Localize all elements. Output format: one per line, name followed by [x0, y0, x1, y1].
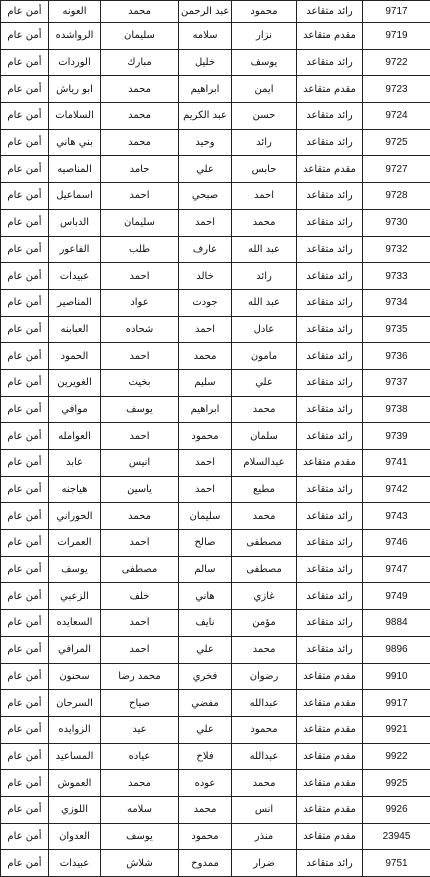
rank-cell[interactable]: رائد متقاعد [297, 850, 363, 877]
first-name-cell[interactable]: عبد الله [232, 236, 297, 263]
table-row[interactable] [1, 716, 430, 743]
rank-cell[interactable]: رائد متقاعد [297, 209, 363, 236]
father-name-cell[interactable]: عوده [179, 770, 232, 797]
first-name-cell[interactable]: عبدالله [232, 690, 297, 717]
family-name-cell[interactable]: السرحان [49, 690, 101, 717]
table-row[interactable] [1, 796, 430, 823]
rank-cell[interactable]: رائد متقاعد [297, 183, 363, 210]
department-cell[interactable]: أمن عام [1, 423, 49, 450]
record-number-cell[interactable]: 9719 [363, 23, 430, 50]
rank-cell[interactable]: رائد متقاعد [297, 129, 363, 156]
rank-cell[interactable]: رائد متقاعد [297, 610, 363, 637]
rank-cell[interactable]: رائد متقاعد [297, 49, 363, 76]
grandfather-name-cell[interactable]: محمد [101, 129, 179, 156]
table-row[interactable] [1, 76, 430, 103]
first-name-cell[interactable]: حسن [232, 103, 297, 130]
rank-cell[interactable]: مقدم متقاعد [297, 663, 363, 690]
rank-cell[interactable]: رائد متقاعد [297, 1, 363, 23]
department-cell[interactable]: أمن عام [1, 636, 49, 663]
rank-cell[interactable]: رائد متقاعد [297, 556, 363, 583]
table-row[interactable] [1, 129, 430, 156]
father-name-cell[interactable]: فلاح [179, 743, 232, 770]
first-name-cell[interactable]: رائد [232, 263, 297, 290]
department-cell[interactable]: أمن عام [1, 183, 49, 210]
record-number-cell[interactable]: 9910 [363, 663, 430, 690]
table-row[interactable] [1, 23, 430, 50]
rank-cell[interactable]: رائد متقاعد [297, 263, 363, 290]
first-name-cell[interactable]: محمد [232, 636, 297, 663]
department-cell[interactable]: أمن عام [1, 796, 49, 823]
grandfather-name-cell[interactable]: محمد رضا [101, 663, 179, 690]
record-number-cell[interactable]: 9734 [363, 289, 430, 316]
first-name-cell[interactable]: رائد [232, 129, 297, 156]
record-number-cell[interactable]: 9921 [363, 716, 430, 743]
first-name-cell[interactable]: احمد [232, 183, 297, 210]
rank-cell[interactable]: مقدم متقاعد [297, 716, 363, 743]
grandfather-name-cell[interactable]: احمد [101, 343, 179, 370]
grandfather-name-cell[interactable]: مبارك [101, 49, 179, 76]
table-body [1, 1, 430, 877]
father-name-cell[interactable]: سليمان [179, 503, 232, 530]
rank-cell[interactable]: مقدم متقاعد [297, 796, 363, 823]
department-cell[interactable]: أمن عام [1, 663, 49, 690]
first-name-cell[interactable]: منذر [232, 823, 297, 850]
first-name-cell[interactable]: محمد [232, 396, 297, 423]
record-number-cell[interactable]: 9730 [363, 209, 430, 236]
record-number-cell[interactable]: 23945 [363, 823, 430, 850]
rank-cell[interactable]: رائد متقاعد [297, 343, 363, 370]
first-name-cell[interactable]: مامون [232, 343, 297, 370]
father-name-cell[interactable]: خالد [179, 263, 232, 290]
table-row[interactable] [1, 396, 430, 423]
department-cell[interactable]: أمن عام [1, 1, 49, 23]
family-name-cell[interactable]: الحمود [49, 343, 101, 370]
grandfather-name-cell[interactable]: احمد [101, 263, 179, 290]
grandfather-name-cell[interactable]: عيد [101, 716, 179, 743]
department-cell[interactable]: أمن عام [1, 530, 49, 557]
family-name-cell[interactable]: الغويرين [49, 369, 101, 396]
department-cell[interactable]: أمن عام [1, 850, 49, 877]
first-name-cell[interactable]: محمود [232, 1, 297, 23]
table-row[interactable] [1, 690, 430, 717]
record-number-cell[interactable]: 9917 [363, 690, 430, 717]
father-name-cell[interactable]: مفضي [179, 690, 232, 717]
department-cell[interactable]: أمن عام [1, 236, 49, 263]
record-number-cell[interactable]: 9747 [363, 556, 430, 583]
rank-cell[interactable]: رائد متقاعد [297, 476, 363, 503]
table-row[interactable] [1, 663, 430, 690]
father-name-cell[interactable]: سالم [179, 556, 232, 583]
first-name-cell[interactable]: عبدالسلام [232, 450, 297, 477]
family-name-cell[interactable]: اللوزي [49, 796, 101, 823]
table-row[interactable] [1, 583, 430, 610]
family-name-cell[interactable]: الوردات [49, 49, 101, 76]
rank-cell[interactable]: مقدم متقاعد [297, 450, 363, 477]
record-number-cell[interactable]: 9733 [363, 263, 430, 290]
father-name-cell[interactable]: صبحي [179, 183, 232, 210]
department-cell[interactable]: أمن عام [1, 716, 49, 743]
table-row[interactable] [1, 850, 430, 877]
department-cell[interactable]: أمن عام [1, 209, 49, 236]
table-row[interactable] [1, 103, 430, 130]
rank-cell[interactable]: مقدم متقاعد [297, 770, 363, 797]
first-name-cell[interactable]: محمد [232, 209, 297, 236]
table-row[interactable] [1, 343, 430, 370]
grandfather-name-cell[interactable]: شحاده [101, 316, 179, 343]
department-cell[interactable]: أمن عام [1, 770, 49, 797]
family-name-cell[interactable]: موافي [49, 396, 101, 423]
record-number-cell[interactable]: 9717 [363, 1, 430, 23]
record-number-cell[interactable]: 9723 [363, 76, 430, 103]
department-cell[interactable]: أمن عام [1, 610, 49, 637]
table-row[interactable] [1, 823, 430, 850]
family-name-cell[interactable]: العدوان [49, 823, 101, 850]
department-cell[interactable]: أمن عام [1, 129, 49, 156]
grandfather-name-cell[interactable]: محمد [101, 503, 179, 530]
father-name-cell[interactable]: احمد [179, 209, 232, 236]
table-row[interactable] [1, 743, 430, 770]
first-name-cell[interactable]: محمود [232, 716, 297, 743]
record-number-cell[interactable]: 9743 [363, 503, 430, 530]
department-cell[interactable]: أمن عام [1, 450, 49, 477]
family-name-cell[interactable]: سحنون [49, 663, 101, 690]
father-name-cell[interactable]: محمود [179, 823, 232, 850]
rank-cell[interactable]: مقدم متقاعد [297, 690, 363, 717]
table-row[interactable] [1, 49, 430, 76]
grandfather-name-cell[interactable]: انيس [101, 450, 179, 477]
father-name-cell[interactable]: خليل [179, 49, 232, 76]
table-row[interactable] [1, 556, 430, 583]
father-name-cell[interactable]: فخري [179, 663, 232, 690]
family-name-cell[interactable]: هياجنه [49, 476, 101, 503]
rank-cell[interactable]: رائد متقاعد [297, 423, 363, 450]
family-name-cell[interactable]: يوسف [49, 556, 101, 583]
family-name-cell[interactable]: عبيدات [49, 263, 101, 290]
family-name-cell[interactable]: الحوراني [49, 503, 101, 530]
record-number-cell[interactable]: 9926 [363, 796, 430, 823]
grandfather-name-cell[interactable]: صياح [101, 690, 179, 717]
father-name-cell[interactable]: ابراهيم [179, 76, 232, 103]
table-row[interactable] [1, 1, 430, 23]
rank-cell[interactable]: مقدم متقاعد [297, 823, 363, 850]
department-cell[interactable]: أمن عام [1, 156, 49, 183]
first-name-cell[interactable]: عبدالله [232, 743, 297, 770]
family-name-cell[interactable]: بني هاني [49, 129, 101, 156]
department-cell[interactable]: أمن عام [1, 396, 49, 423]
department-cell[interactable]: أمن عام [1, 743, 49, 770]
rank-cell[interactable]: رائد متقاعد [297, 503, 363, 530]
rank-cell[interactable]: رائد متقاعد [297, 583, 363, 610]
father-name-cell[interactable]: جودت [179, 289, 232, 316]
department-cell[interactable]: أمن عام [1, 23, 49, 50]
department-cell[interactable]: أمن عام [1, 103, 49, 130]
rank-cell[interactable]: مقدم متقاعد [297, 76, 363, 103]
first-name-cell[interactable]: عادل [232, 316, 297, 343]
grandfather-name-cell[interactable]: محمد [101, 76, 179, 103]
grandfather-name-cell[interactable]: يوسف [101, 823, 179, 850]
department-cell[interactable]: أمن عام [1, 289, 49, 316]
record-number-cell[interactable]: 9741 [363, 450, 430, 477]
rank-cell[interactable]: رائد متقاعد [297, 636, 363, 663]
father-name-cell[interactable]: علي [179, 636, 232, 663]
family-name-cell[interactable]: العمرات [49, 530, 101, 557]
family-name-cell[interactable]: الدباس [49, 209, 101, 236]
family-name-cell[interactable]: العموش [49, 770, 101, 797]
department-cell[interactable]: أمن عام [1, 369, 49, 396]
table-row[interactable] [1, 770, 430, 797]
first-name-cell[interactable]: نزار [232, 23, 297, 50]
department-cell[interactable]: أمن عام [1, 49, 49, 76]
rank-cell[interactable]: رائد متقاعد [297, 369, 363, 396]
father-name-cell[interactable]: احمد [179, 476, 232, 503]
table-row[interactable] [1, 236, 430, 263]
record-number-cell[interactable]: 9732 [363, 236, 430, 263]
record-number-cell[interactable]: 9735 [363, 316, 430, 343]
father-name-cell[interactable]: محمد [179, 796, 232, 823]
grandfather-name-cell[interactable]: ياسين [101, 476, 179, 503]
family-name-cell[interactable]: اسماعيل [49, 183, 101, 210]
first-name-cell[interactable]: علي [232, 369, 297, 396]
first-name-cell[interactable]: غازي [232, 583, 297, 610]
first-name-cell[interactable]: مصطفى [232, 556, 297, 583]
father-name-cell[interactable]: عارف [179, 236, 232, 263]
table-row[interactable] [1, 369, 430, 396]
department-cell[interactable]: أمن عام [1, 343, 49, 370]
family-name-cell[interactable]: العبابنه [49, 316, 101, 343]
family-name-cell[interactable]: ابو رياش [49, 76, 101, 103]
department-cell[interactable]: أمن عام [1, 503, 49, 530]
father-name-cell[interactable]: سلامه [179, 23, 232, 50]
family-name-cell[interactable]: الزعبي [49, 583, 101, 610]
family-name-cell[interactable]: المرافي [49, 636, 101, 663]
first-name-cell[interactable]: ضرار [232, 850, 297, 877]
table-row[interactable] [1, 636, 430, 663]
record-number-cell[interactable]: 9725 [363, 129, 430, 156]
table-row[interactable] [1, 423, 430, 450]
record-number-cell[interactable]: 9722 [363, 49, 430, 76]
father-name-cell[interactable]: صالح [179, 530, 232, 557]
table-row[interactable] [1, 610, 430, 637]
record-number-cell[interactable]: 9749 [363, 583, 430, 610]
department-cell[interactable]: أمن عام [1, 76, 49, 103]
table-row[interactable] [1, 289, 430, 316]
record-number-cell[interactable]: 9884 [363, 610, 430, 637]
family-name-cell[interactable]: المناصير [49, 289, 101, 316]
grandfather-name-cell[interactable]: عواد [101, 289, 179, 316]
record-number-cell[interactable]: 9737 [363, 369, 430, 396]
father-name-cell[interactable]: ممدوح [179, 850, 232, 877]
father-name-cell[interactable]: نايف [179, 610, 232, 637]
first-name-cell[interactable]: محمد [232, 503, 297, 530]
father-name-cell[interactable]: سليم [179, 369, 232, 396]
family-name-cell[interactable]: عبيدات [49, 850, 101, 877]
first-name-cell[interactable]: عبد الله [232, 289, 297, 316]
record-number-cell[interactable]: 9724 [363, 103, 430, 130]
record-number-cell[interactable]: 9738 [363, 396, 430, 423]
father-name-cell[interactable]: وحيد [179, 129, 232, 156]
table-row[interactable] [1, 263, 430, 290]
grandfather-name-cell[interactable]: طلب [101, 236, 179, 263]
father-name-cell[interactable]: عبد الرحمن [179, 1, 232, 23]
grandfather-name-cell[interactable]: سليمان [101, 23, 179, 50]
first-name-cell[interactable]: ايمن [232, 76, 297, 103]
first-name-cell[interactable]: محمد [232, 770, 297, 797]
table-row[interactable] [1, 209, 430, 236]
record-number-cell[interactable]: 9925 [363, 770, 430, 797]
rank-cell[interactable]: رائد متقاعد [297, 103, 363, 130]
rank-cell[interactable]: رائد متقاعد [297, 236, 363, 263]
grandfather-name-cell[interactable]: شلاش [101, 850, 179, 877]
department-cell[interactable]: أمن عام [1, 690, 49, 717]
grandfather-name-cell[interactable]: مصطفى [101, 556, 179, 583]
grandfather-name-cell[interactable]: احمد [101, 610, 179, 637]
table-row[interactable] [1, 530, 430, 557]
father-name-cell[interactable]: عبد الكريم [179, 103, 232, 130]
family-name-cell[interactable]: السعايده [49, 610, 101, 637]
grandfather-name-cell[interactable]: محمد [101, 103, 179, 130]
first-name-cell[interactable]: مطيع [232, 476, 297, 503]
record-number-cell[interactable]: 9896 [363, 636, 430, 663]
family-name-cell[interactable]: السلامات [49, 103, 101, 130]
record-number-cell[interactable]: 9739 [363, 423, 430, 450]
grandfather-name-cell[interactable]: احمد [101, 183, 179, 210]
rank-cell[interactable]: رائد متقاعد [297, 316, 363, 343]
department-cell[interactable]: أمن عام [1, 556, 49, 583]
rank-cell[interactable]: مقدم متقاعد [297, 156, 363, 183]
department-cell[interactable]: أمن عام [1, 583, 49, 610]
department-cell[interactable]: أمن عام [1, 476, 49, 503]
first-name-cell[interactable]: رضوان [232, 663, 297, 690]
record-number-cell[interactable]: 9742 [363, 476, 430, 503]
grandfather-name-cell[interactable]: احمد [101, 636, 179, 663]
table-row[interactable] [1, 450, 430, 477]
father-name-cell[interactable]: احمد [179, 450, 232, 477]
rank-cell[interactable]: رائد متقاعد [297, 289, 363, 316]
rank-cell[interactable]: مقدم متقاعد [297, 743, 363, 770]
first-name-cell[interactable]: مصطفى [232, 530, 297, 557]
family-name-cell[interactable]: عابد [49, 450, 101, 477]
grandfather-name-cell[interactable]: احمد [101, 530, 179, 557]
family-name-cell[interactable]: المساعيد [49, 743, 101, 770]
father-name-cell[interactable]: هاني [179, 583, 232, 610]
department-cell[interactable]: أمن عام [1, 316, 49, 343]
record-number-cell[interactable]: 9922 [363, 743, 430, 770]
family-name-cell[interactable]: العوامله [49, 423, 101, 450]
rank-cell[interactable]: مقدم متقاعد [297, 23, 363, 50]
father-name-cell[interactable]: ابراهيم [179, 396, 232, 423]
table-row[interactable] [1, 316, 430, 343]
first-name-cell[interactable]: انس [232, 796, 297, 823]
record-number-cell[interactable]: 9746 [363, 530, 430, 557]
family-name-cell[interactable]: الرواشده [49, 23, 101, 50]
family-name-cell[interactable]: المناصيه [49, 156, 101, 183]
record-number-cell[interactable]: 9751 [363, 850, 430, 877]
record-number-cell[interactable]: 9727 [363, 156, 430, 183]
table-row[interactable] [1, 156, 430, 183]
family-name-cell[interactable]: الفاعور [49, 236, 101, 263]
grandfather-name-cell[interactable]: حامد [101, 156, 179, 183]
grandfather-name-cell[interactable]: محمد [101, 1, 179, 23]
department-cell[interactable]: أمن عام [1, 823, 49, 850]
table-row[interactable] [1, 476, 430, 503]
first-name-cell[interactable]: سلمان [232, 423, 297, 450]
grandfather-name-cell[interactable]: خلف [101, 583, 179, 610]
first-name-cell[interactable]: يوسف [232, 49, 297, 76]
record-number-cell[interactable]: 9736 [363, 343, 430, 370]
record-number-cell[interactable]: 9728 [363, 183, 430, 210]
family-name-cell[interactable]: العونه [49, 1, 101, 23]
father-name-cell[interactable]: محمود [179, 423, 232, 450]
father-name-cell[interactable]: احمد [179, 316, 232, 343]
grandfather-name-cell[interactable]: محمد [101, 770, 179, 797]
grandfather-name-cell[interactable]: يوسف [101, 396, 179, 423]
grandfather-name-cell[interactable]: احمد [101, 423, 179, 450]
first-name-cell[interactable]: حابس [232, 156, 297, 183]
father-name-cell[interactable]: علي [179, 156, 232, 183]
family-name-cell[interactable]: الزوايده [49, 716, 101, 743]
table-row[interactable] [1, 503, 430, 530]
rank-cell[interactable]: رائد متقاعد [297, 396, 363, 423]
grandfather-name-cell[interactable]: سلامه [101, 796, 179, 823]
table-row[interactable] [1, 183, 430, 210]
grandfather-name-cell[interactable]: بخيت [101, 369, 179, 396]
grandfather-name-cell[interactable]: سليمان [101, 209, 179, 236]
father-name-cell[interactable]: محمد [179, 343, 232, 370]
department-cell[interactable]: أمن عام [1, 263, 49, 290]
grandfather-name-cell[interactable]: عياده [101, 743, 179, 770]
first-name-cell[interactable]: مؤمن [232, 610, 297, 637]
rank-cell[interactable]: رائد متقاعد [297, 530, 363, 557]
father-name-cell[interactable]: علي [179, 716, 232, 743]
